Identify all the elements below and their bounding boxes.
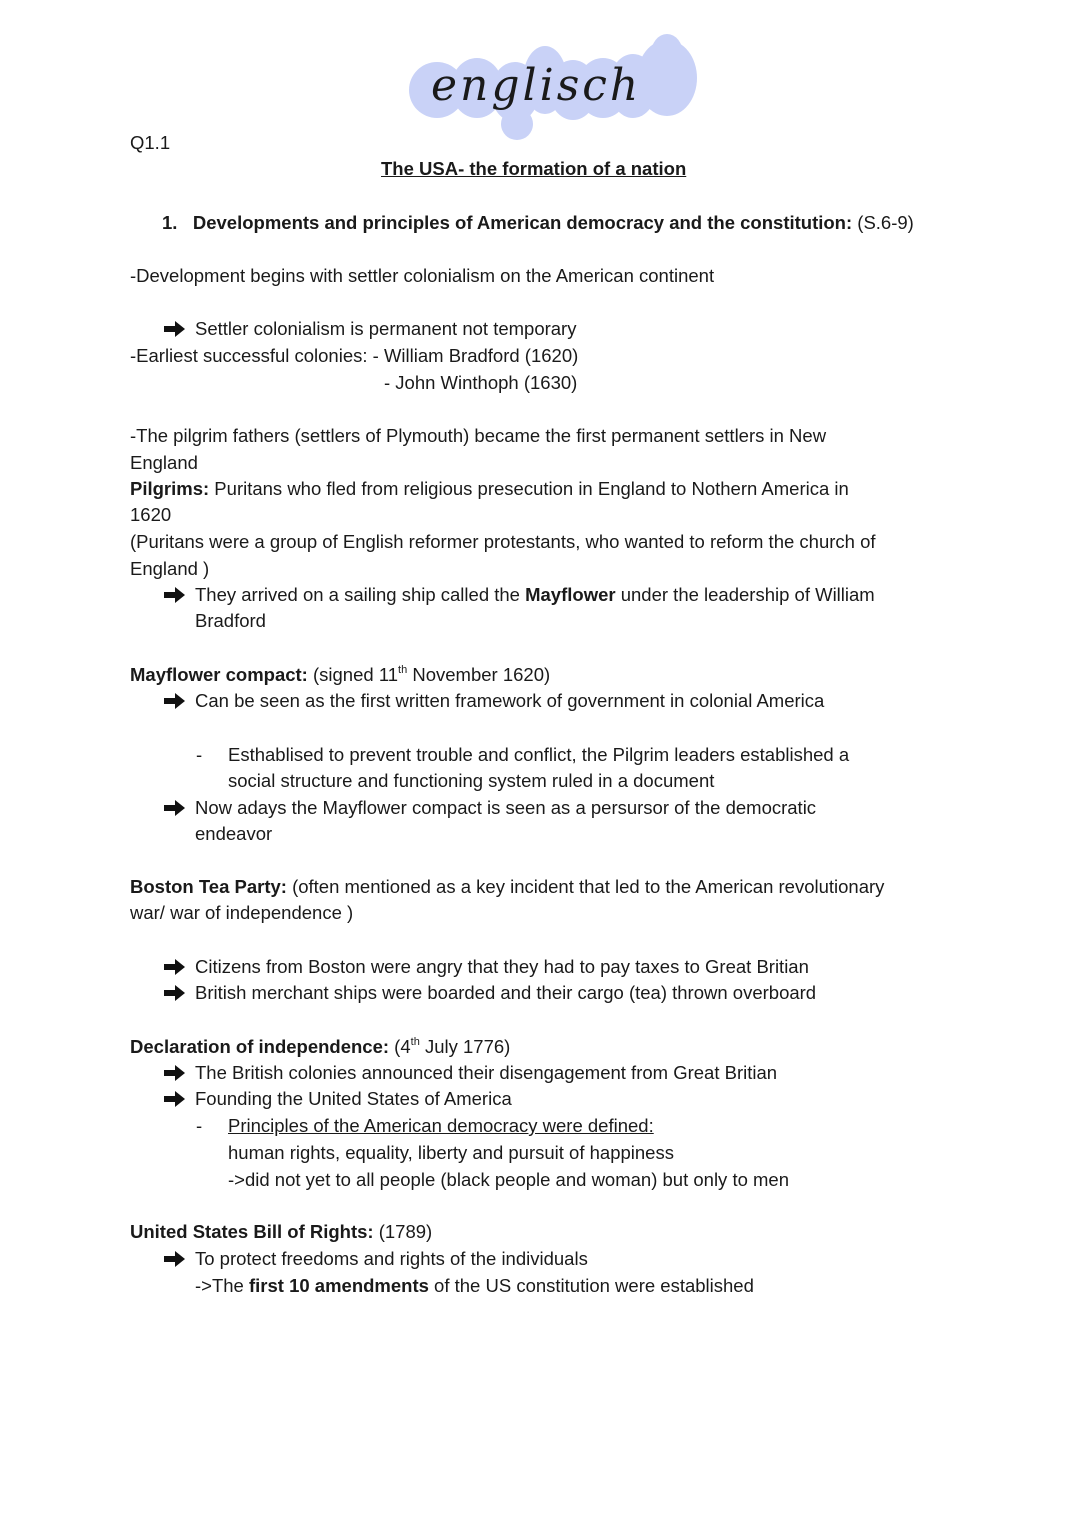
subheading-boston-tea-party (130, 874, 884, 901)
section-title: Developments and principles of American democracy and the constitution: (192, 212, 853, 233)
arrow-right-icon (164, 958, 186, 976)
text-line: England (130, 452, 198, 473)
text-line: -Development begins with settler colonialism on the American continent (130, 265, 715, 286)
text-line: war/ war of independence ) (130, 902, 354, 923)
arrow-right-icon (164, 1064, 186, 1082)
term: Declaration of independence: (130, 1036, 390, 1057)
arrow-right-icon (164, 1090, 186, 1108)
text-line: -The pilgrim fathers (settlers of Plymouth) became the first permanent settlers in New (130, 425, 827, 446)
text-run: July 1776) (419, 1036, 511, 1057)
term: Mayflower compact: (130, 664, 308, 685)
bullet-text: British merchant ships were boarded and their cargo (tea) thrown overboard (195, 982, 817, 1003)
dash-bullet: - (196, 744, 203, 765)
page-title: The USA- the formation of a nation (381, 158, 687, 179)
bullet-text: social structure and functioning system ruled in a document (228, 770, 715, 791)
term-amendments: first 10 amendments (248, 1275, 429, 1296)
bullet-text: The British colonies announced their disengagement from Great Britian (195, 1062, 778, 1083)
bullet-text: Founding the United States of America (195, 1088, 512, 1109)
arrow-right-icon (164, 320, 186, 338)
term-pilgrims: Pilgrims: (130, 478, 210, 499)
subheading-declaration (130, 1034, 510, 1061)
dash-bullet: - (196, 1115, 203, 1136)
superscript: th (398, 664, 408, 676)
term: Boston Tea Party: (130, 876, 287, 897)
text-line: (Puritans were a group of English reformer protestants, who wanted to reform the church of (130, 531, 876, 552)
bullet-text: Settler colonialism is permanent not temporary (195, 318, 577, 339)
text-run: They arrived on a sailing ship called the (195, 584, 526, 605)
section-number: 1. (162, 212, 178, 233)
text-line: -Earliest successful colonies: - William Bradford (1620) (130, 345, 579, 366)
section-heading (162, 212, 914, 234)
bullet-text: To protect freedoms and rights of the individuals (195, 1248, 588, 1269)
text-line: England ) (130, 558, 210, 579)
arrow-right-icon (164, 1250, 186, 1268)
englisch-logo (405, 32, 705, 144)
section-pages: (S.6-9) (857, 212, 914, 233)
bullet-text (195, 1273, 754, 1300)
bullet-text: Now adays the Mayflower compact is seen as a persursor of the democratic (195, 797, 817, 818)
definition: Puritans who fled from religious presecution in England to Nothern America in (209, 478, 849, 499)
bullet-text: Bradford (195, 610, 266, 631)
subheading-mayflower-compact (130, 662, 550, 689)
text-run: November 1620) (407, 664, 551, 685)
text-line (130, 476, 849, 503)
arrow-right-icon (164, 692, 186, 710)
bullet-text: endeavor (195, 823, 273, 844)
text-run: of the US constitution were established (428, 1275, 754, 1296)
course-code: Q1.1 (130, 132, 171, 153)
bullet-text: human rights, equality, liberty and pursuit of happiness (228, 1142, 674, 1163)
bullet-text: Principles of the American democracy were defined: (228, 1115, 654, 1136)
text-run: under the leadership of William (615, 584, 875, 605)
text-run: (often mentioned as a key incident that led to the American revolutionary (286, 876, 885, 897)
arrow-right-icon (164, 586, 186, 604)
subheading-bill-of-rights (130, 1219, 432, 1246)
text-run: ->The (195, 1275, 249, 1296)
text-line: 1620 (130, 504, 172, 525)
bullet-text (195, 582, 875, 609)
arrow-right-icon (164, 984, 186, 1002)
arrow-right-icon (164, 799, 186, 817)
logo-text: englisch (431, 60, 642, 111)
term: United States Bill of Rights: (130, 1221, 374, 1242)
text-run: (4 (389, 1036, 411, 1057)
term-mayflower: Mayflower (525, 584, 616, 605)
text-line: - John Winthoph (1630) (384, 372, 578, 393)
superscript: th (410, 1036, 420, 1048)
bullet-text: Esthablised to prevent trouble and conflict, the Pilgrim leaders established a (228, 744, 850, 765)
bullet-text: ->did not yet to all people (black people and woman) but only to men (228, 1169, 789, 1190)
text-run: (1789) (373, 1221, 433, 1242)
text-run: (signed 11 (307, 664, 399, 685)
bullet-text: Can be seen as the first written framework of government in colonial America (195, 690, 825, 711)
bullet-text: Citizens from Boston were angry that they had to pay taxes to Great Britian (195, 956, 809, 977)
